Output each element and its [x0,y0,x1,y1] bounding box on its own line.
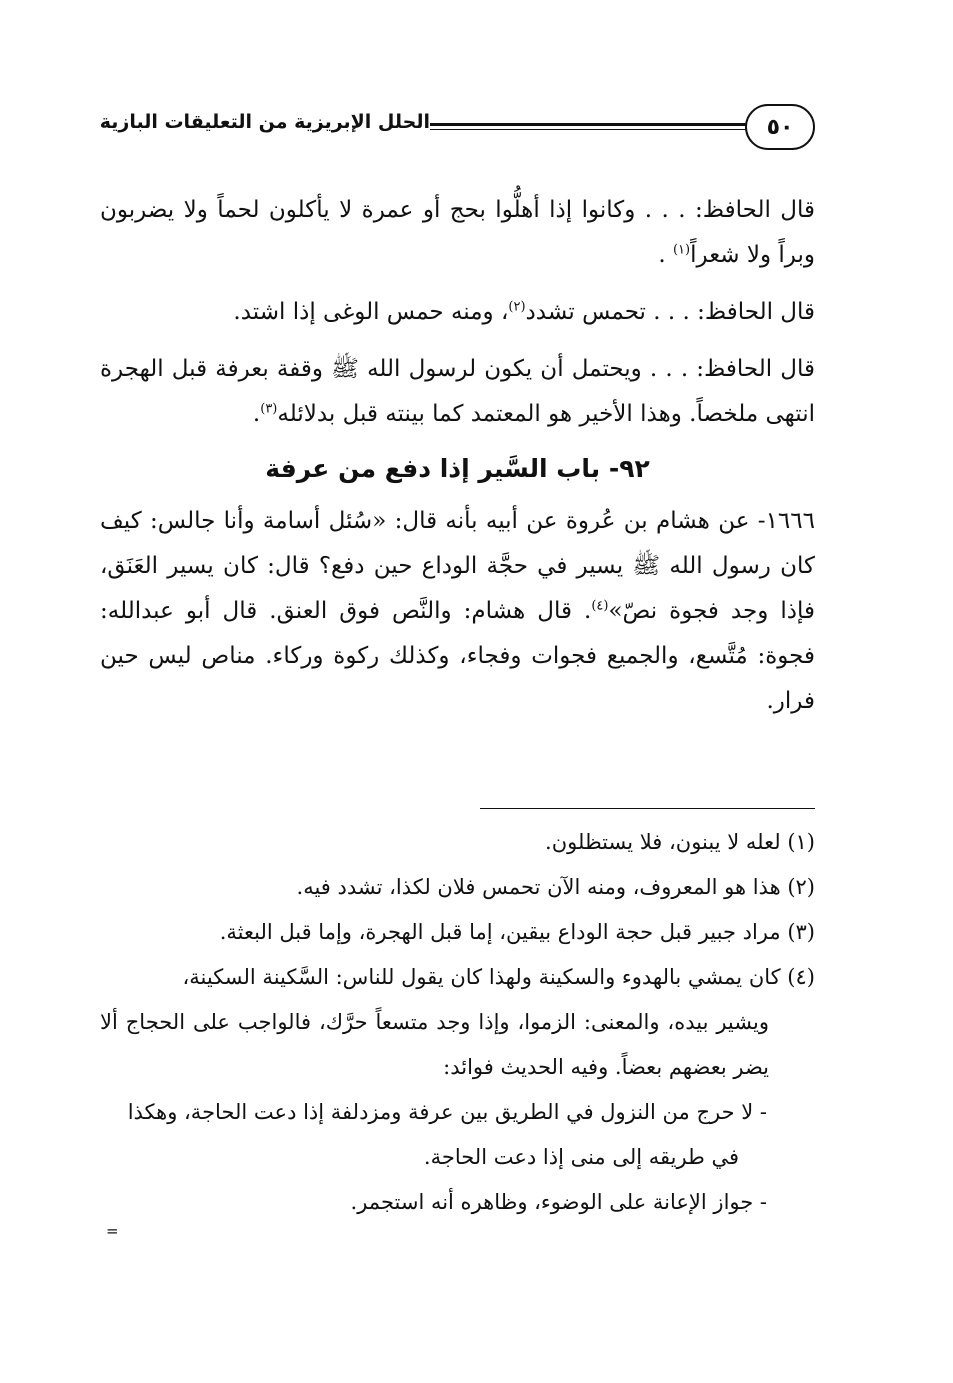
footnote-ref-4: (٤) [591,598,609,614]
main-text [100,188,815,736]
footnote-2: (٢) هذا هو المعروف، ومنه الآن تحمس فلان لكذا، تشدد فيه. [296,875,815,899]
footnote-ref-1: (١) [672,242,691,258]
paragraph-1 [100,188,815,278]
hadith-text-a: ١٦٦٦- عن هشام بن عُروة عن أبيه بأنه قال: «سُئل أسامة وأنا جالس: كيف كان رسول الله ﷺ يسير في حجَّة الوداع حين دفع؟ قال: كان يسير العَنَق، فإذا وجد فجوة نصّ» [100,508,815,624]
footnote-3: (٣) مراد جبير قبل حجة الوداع بيقين، إما قبل الهجرة، وإما قبل البعثة. [219,920,815,944]
footnote-4-continued: ويشير بيده، والمعنى: الزموا، وإذا وجد متسعاً حرَّك، فالواجب على الحجاج ألا يضر بعضهم بعضاً. وفيه الحديث فوائد: [100,1010,769,1079]
continuation-mark: = [106,1222,119,1240]
footnote-4: (٤) كان يمشي بالهدوء والسكينة ولهذا كان يقول للناس: السَّكينة السكينة، [182,965,815,989]
paragraph-2-text-a: قال الحافظ: . . . تحمس تشدد [525,299,815,325]
footnote-4-bullet-2: - جواز الإعانة على الوضوء، وظاهره أنه استجمر. [350,1190,767,1214]
hadith-paragraph [100,499,815,724]
section-title: ٩٢- باب السَّير إذا دفع من عرفة [265,454,650,483]
header-rule-thin [430,129,747,130]
paragraph-3 [100,347,815,437]
page-number: ٥٠ [745,104,815,150]
footnote-1: (١) لعله لا يبنون، فلا يستظلون. [545,830,815,854]
footnote-ref-3: (٣) [260,401,278,417]
hadith-text-b: . قال هشام: والنَّص فوق العنق. قال أبو عبدالله: فجوة: مُتَّسع، والجميع فجوات وفجاء، وكذلك ركوة وركاء. مناص ليس حين فرار. [100,598,815,714]
footnotes [100,820,815,1225]
header-rule-thick [430,123,747,126]
footnote-4-bullet-1: - لا حرج من النزول في الطريق بين عرفة ومزدلفة إذا دعت الحاجة، وهكذا في طريقه إلى منى إذا دعت الحاجة. [127,1100,767,1169]
footnote-separator [480,808,815,809]
paragraph-3-text: قال الحافظ: . . . ويحتمل أن يكون لرسول الله ﷺ وقفة بعرفة قبل الهجرة انتهى ملخصاً. وهذا الأخير هو المعتمد كما بينته قبل بدلائله [100,356,815,427]
header-rule [430,123,747,133]
page-header [100,104,815,154]
paragraph-2-text-b: ، ومنه حمس الوغى إذا اشتد. [233,299,509,325]
paragraph-1-text: قال الحافظ: . . . وكانوا إذا أهلُّوا بحج أو عمرة لا يأكلون لحماً ولا يضربون وبراً ولا شعراً [100,197,815,268]
footnote-ref-2: (٢) [508,299,526,315]
paragraph-1-end: . [658,242,666,268]
paragraph-2 [100,290,815,335]
running-title: الحلل الإبريزية من التعليقات البازية [99,111,430,133]
paragraph-3-end: . [252,401,261,427]
